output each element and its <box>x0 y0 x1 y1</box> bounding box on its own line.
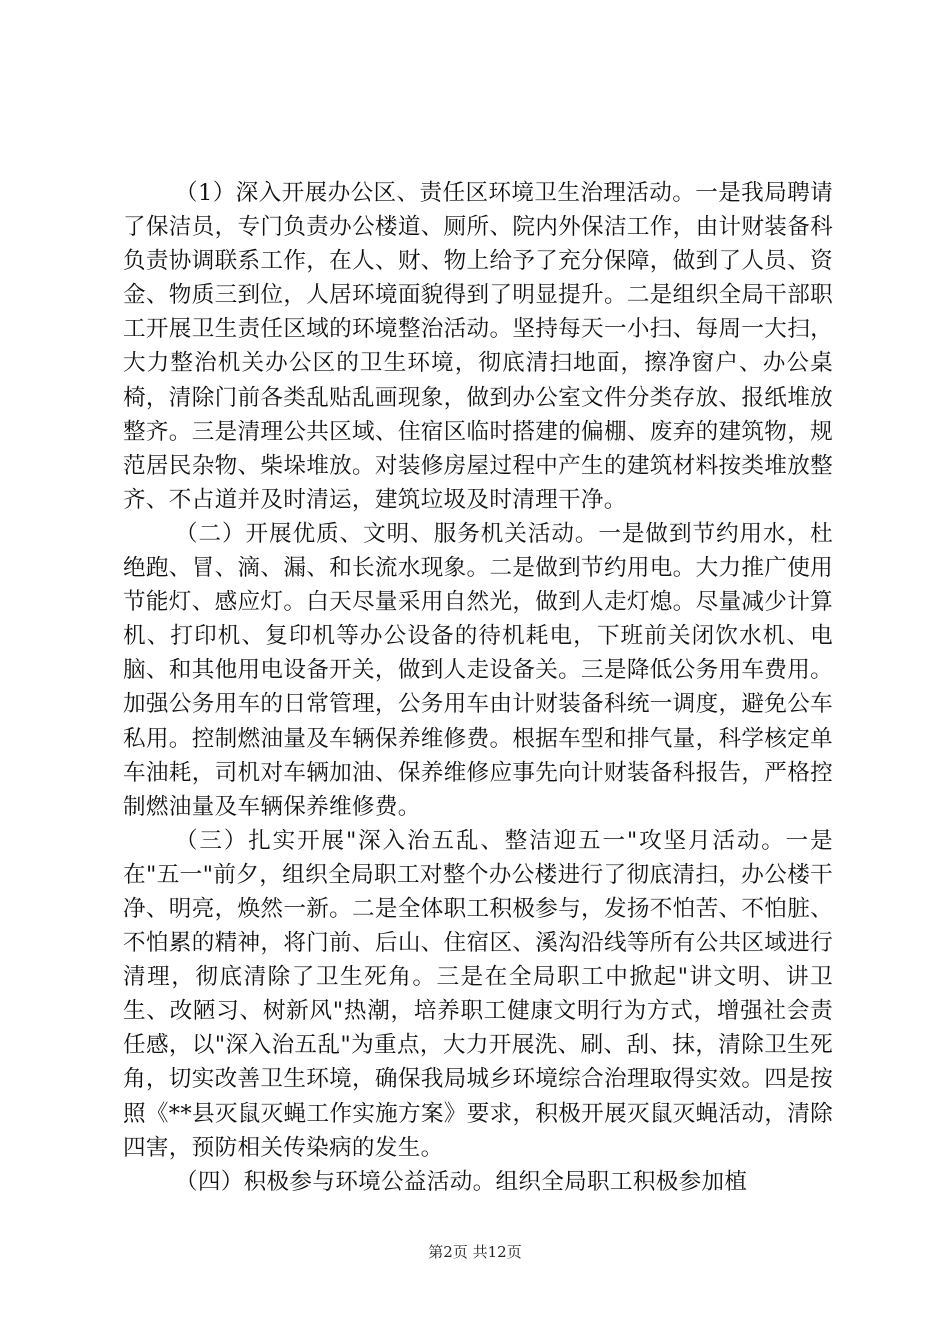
document-body <box>123 176 833 1199</box>
paragraph-quality-service: （二）开展优质、文明、服务机关活动。一是做到节约用水，杜绝跑、冒、滴、漏、和长流水现象。二是做到节约用电。大力推广使用节能灯、感应灯。白天尽量采用自然光，做到人走灯熄。尽量减少计算机、打印机、复印机等办公设备的待机耗电，下班前关闭饮水机、电脑、和其他用电设备开关，做到人走设备关。三是降低公务用车费用。加强公务用车的日常管理，公务用车由计财装备科统一调度，避免公车私用。控制燃油量及车辆保养维修费。根据车型和排气量，科学核定单车油耗，司机对车辆加油、保养维修应事先向计财装备科报告，严格控制燃油量及车辆保养维修费。 <box>123 520 833 820</box>
paragraph-office-hygiene: （1）深入开展办公区、责任区环境卫生治理活动。一是我局聘请了保洁员，专门负责办公楼道、厕所、院内外保洁工作，由计财装备科负责协调联系工作，在人、财、物上给予了充分保障，做到了人员、资金、物质三到位，人居环境面貌得到了明显提升。二是组织全局干部职工开展卫生责任区域的环境整治活动。坚持每天一小扫、每周一大扫，大力整治机关办公区的卫生环境，彻底清扫地面，擦净窗户、办公桌椅，清除门前各类乱贴乱画现象，做到办公室文件分类存放、报纸堆放整齐。三是清理公共区域、住宿区临时搭建的偏棚、废弃的建筑物，规范居民杂物、柴垛堆放。对装修房屋过程中产生的建筑材料按类堆放整齐、不占道并及时清运，建筑垃圾及时清理干净。 <box>123 180 833 513</box>
page-number-footer: 第2页 共12页 <box>428 1243 522 1261</box>
paragraph-campaign-month: （三）扎实开展"深入治五乱、整洁迎五一"攻坚月活动。一是在"五一"前夕，组织全局职工对整个办公楼进行了彻底清扫，办公楼干净、明亮，焕然一新。二是全体职工积极参与，发扬不怕苦、不怕脏、不怕累的精神，将门前、后山、住宿区、溪沟沿线等所有公共区域进行清理，彻底清除了卫生死角。三是在全局职工中掀起"讲文明、讲卫生、改陋习、树新风"热潮，培养职工健康文明行为方式，增强社会责任感，以"深入治五乱"为重点，大力开展洗、刷、刮、抹，清除卫生死角，切实改善卫生环境，确保我局城乡环境综合治理取得实效。四是按照《**县灭鼠灭蝇工作实施方案》要求，积极开展灭鼠灭蝇活动，清除四害，预防相关传染病的发生。 <box>123 827 834 1161</box>
paragraph-public-welfare: （四）积极参与环境公益活动。组织全局职工积极参加植 <box>174 1168 748 1195</box>
